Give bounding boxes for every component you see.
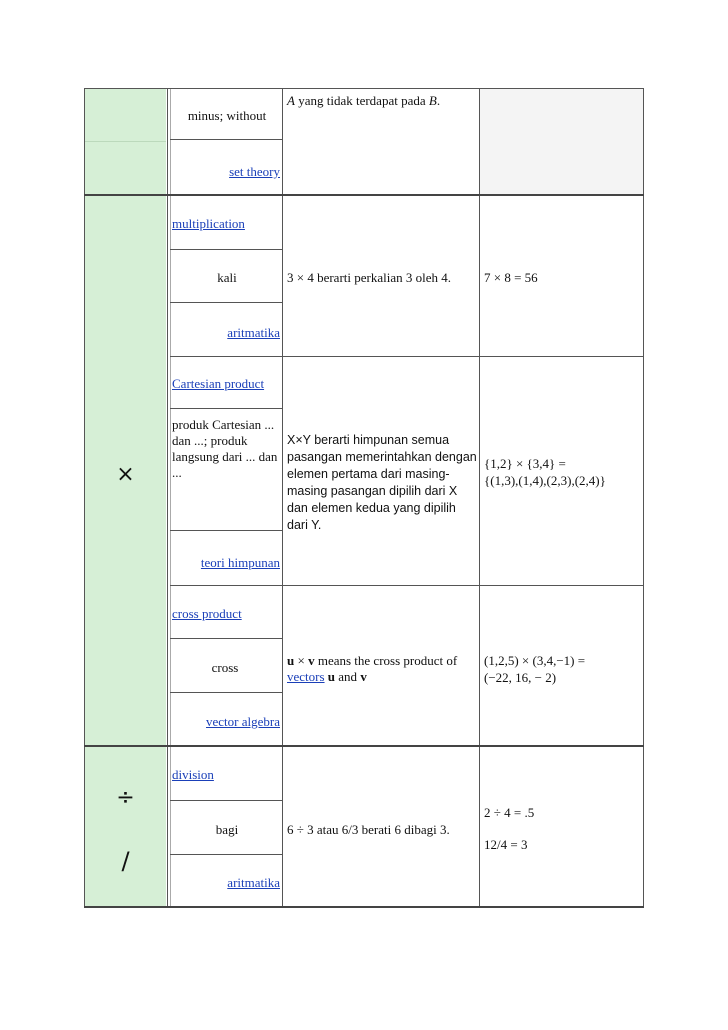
symbol-cell-minus [85, 89, 166, 194]
cross-example-line2: (−22, 16, − 2) [484, 670, 557, 685]
times-symbol: × [116, 462, 135, 487]
minus-meaning: A yang tidak terdapat pada B. [287, 93, 441, 108]
cartesian-example-line2: {(1,3),(1,4),(2,3),(2,4)} [484, 473, 606, 488]
division-local: bagi [215, 822, 239, 837]
cartesian-example-line1: {1,2} × {3,4} = [484, 456, 566, 471]
cartesian-link[interactable]: Cartesian product [172, 376, 265, 391]
multiplication-local: kali [217, 270, 237, 285]
division-branch-link[interactable]: aritmatika [227, 875, 280, 890]
cross-local: cross [211, 660, 239, 675]
slash-symbol: / [121, 847, 130, 875]
symbol-cell-division [85, 747, 166, 906]
cartesian-local: produk Cartesian ... dan ...; produk langsung dari ... dan ... [172, 417, 278, 480]
multiplication-link[interactable]: multiplication [172, 216, 245, 231]
cross-example-line1: (1,2,5) × (3,4,−1) = [484, 653, 586, 668]
vectors-link[interactable]: vectors [287, 669, 325, 684]
division-example-line1: 2 ÷ 4 = .5 [484, 805, 535, 820]
division-link[interactable]: division [172, 767, 214, 782]
cartesian-meaning: X×Y berarti himpunan semua pasangan memerintahkan dengan elemen pertama dari masing-masing pasangan dipilih dari X dan elemen kedua yang dipilih dari Y. [287, 433, 477, 532]
cross-meaning: u × v means the cross product of vectors u and v [287, 653, 458, 684]
division-example-line2: 12/4 = 3 [484, 837, 528, 852]
multiplication-example: 7 × 8 = 56 [484, 270, 538, 285]
minus-example-cell [480, 89, 643, 194]
multiplication-meaning: 3 × 4 berarti perkalian 3 oleh 4. [287, 270, 451, 285]
cross-branch-link[interactable]: vector algebra [206, 714, 280, 729]
cartesian-branch-link[interactable]: teori himpunan [200, 555, 280, 570]
division-symbol: ÷ [116, 785, 135, 810]
minus-branch-link[interactable]: set theory [229, 164, 280, 179]
minus-name: minus; without [187, 108, 267, 123]
division-meaning: 6 ÷ 3 atau 6/3 berati 6 dibagi 3. [287, 822, 450, 837]
symbol-cell-times [85, 196, 166, 745]
multiplication-branch-link[interactable]: aritmatika [227, 325, 280, 340]
cross-product-link[interactable]: cross product [172, 606, 242, 621]
